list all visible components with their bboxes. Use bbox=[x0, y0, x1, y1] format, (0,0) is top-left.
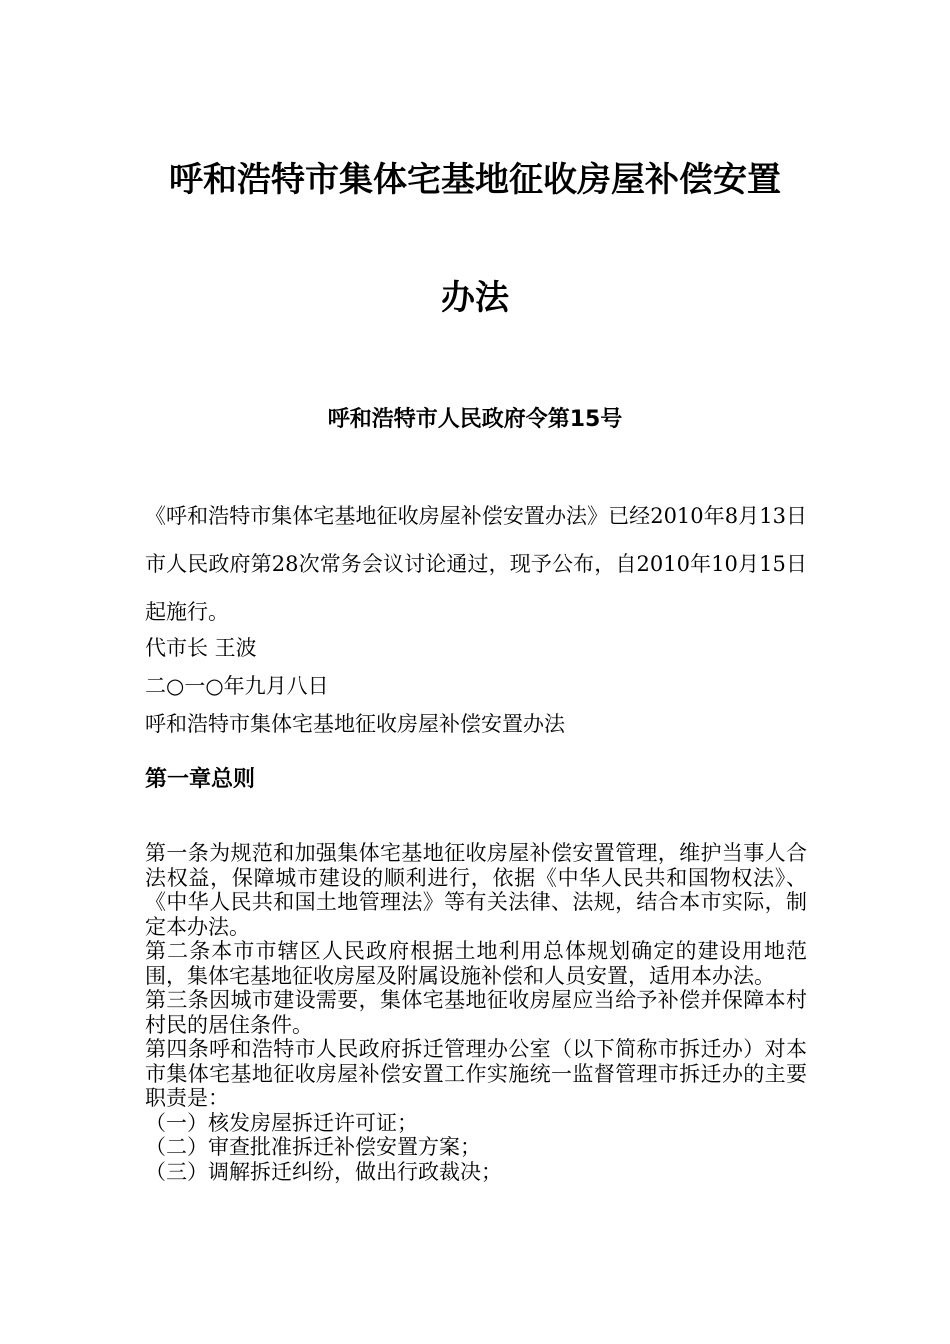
document-title-line-1: 呼和浩特市集体宅基地征收房屋补偿安置 bbox=[169, 160, 781, 200]
article-4-item-3: （三）调解拆迁纠纷，做出行政裁决； bbox=[145, 1159, 502, 1184]
article-3: 第三条因城市建设需要，集体宅基地征收房屋应当给予补偿并保障本村村民的居住条件。 bbox=[145, 988, 807, 1037]
regulation-name: 呼和浩特市集体宅基地征收房屋补偿安置办法 bbox=[145, 712, 565, 736]
promulgation-paragraph: 《呼和浩特市集体宅基地征收房屋补偿安置办法》已经2010年8月13日市人民政府第28次常务会议讨论通过，现予公布，自2010年10月15日起施行。 bbox=[145, 504, 807, 624]
articles-body bbox=[145, 841, 807, 1184]
article-1: 第一条为规范和加强集体宅基地征收房屋补偿安置管理，维护当事人合法权益，保障城市建设的顺利进行，依据《中华人民共和国物权法》、《中华人民共和国土地管理法》等有关法律、法规，结合本市实际，制定本办法。 bbox=[145, 841, 807, 939]
signer: 代市长 王波 bbox=[145, 636, 257, 660]
decree-number: 呼和浩特市人民政府令第15号 bbox=[327, 407, 623, 432]
article-4-item-2: （二）审查批准拆迁补偿安置方案； bbox=[145, 1135, 481, 1159]
article-2: 第二条本市市辖区人民政府根据土地利用总体规划确定的建设用地范围，集体宅基地征收房屋及附属设施补偿和人员安置，适用本办法。 bbox=[145, 939, 807, 988]
article-4: 第四条呼和浩特市人民政府拆迁管理办公室（以下简称市拆迁办）对本市集体宅基地征收房屋补偿安置工作实施统一监督管理市拆迁办的主要职责是： bbox=[145, 1037, 807, 1110]
issue-date: 二○一○年九月八日 bbox=[145, 674, 329, 698]
chapter-heading: 第一章总则 bbox=[145, 767, 256, 792]
document-title-line-2: 办法 bbox=[441, 278, 509, 318]
article-4-item-1: （一）核发房屋拆迁许可证； bbox=[145, 1110, 418, 1135]
